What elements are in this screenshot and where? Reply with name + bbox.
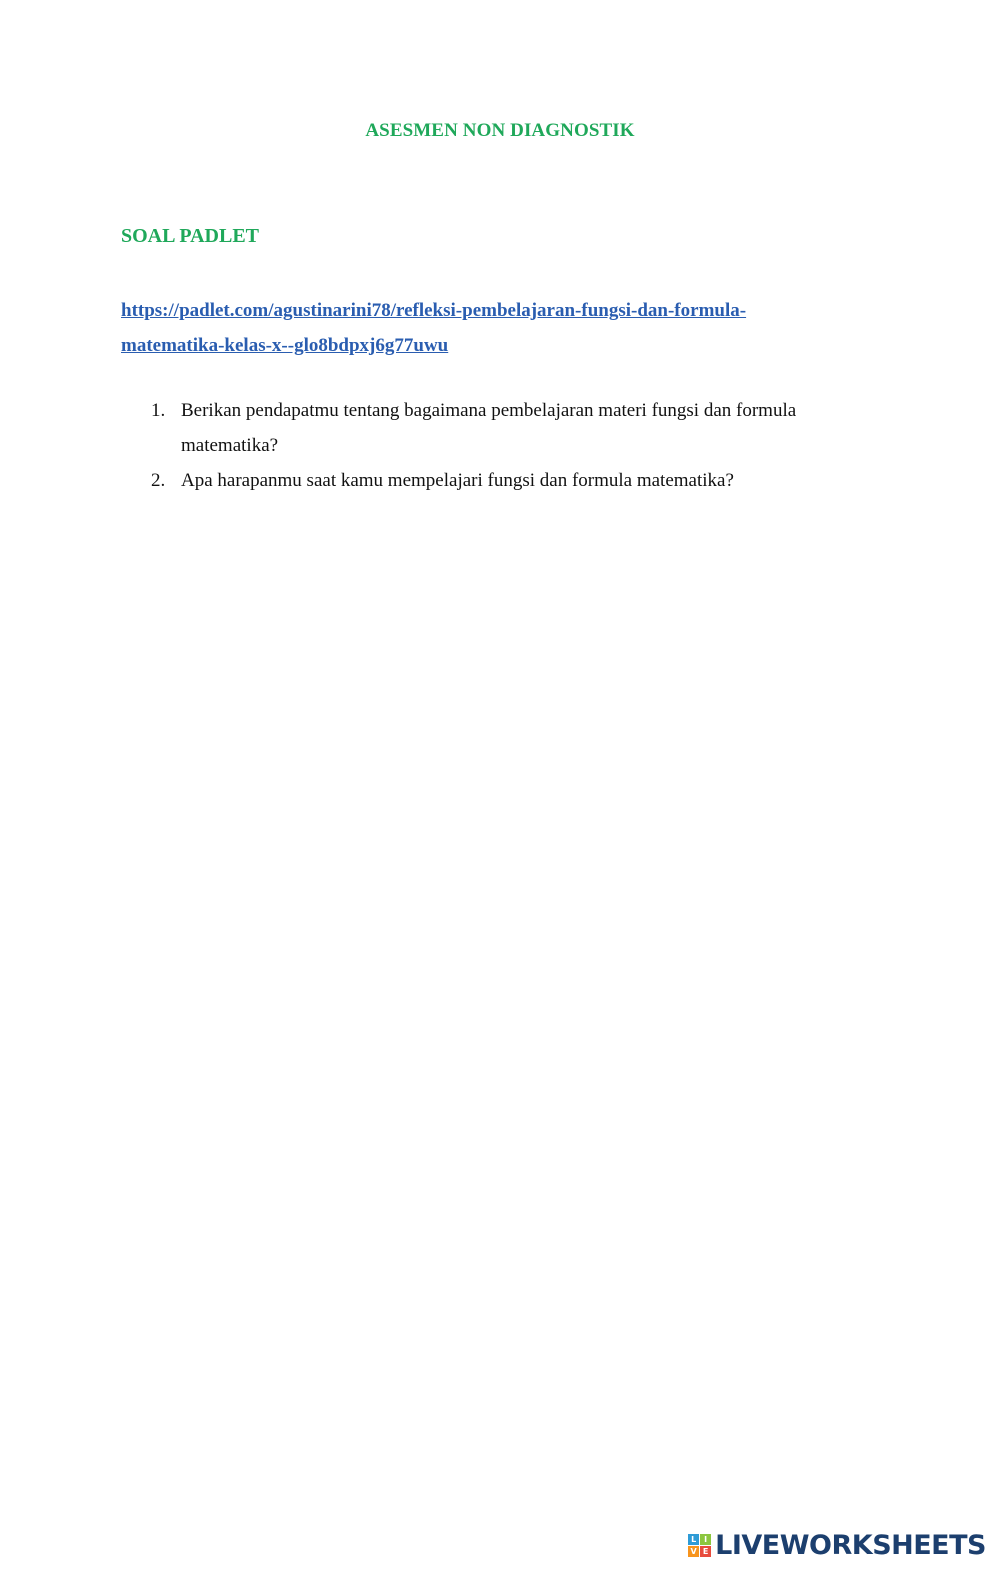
liveworksheets-logo-icon <box>688 1534 711 1557</box>
logo-letter-i: I <box>700 1534 711 1545</box>
padlet-link-line-1[interactable]: https://padlet.com/agustinarini78/refleksi-pembelajaran-fungsi-dan-formula- <box>121 300 747 321</box>
question-text: Apa harapanmu saat kamu mempelajari fungsi dan formula matematika? <box>181 470 734 491</box>
logo-letter-l: L <box>688 1534 699 1545</box>
question-item <box>121 393 861 463</box>
question-number: 2. <box>151 470 166 491</box>
page-title: ASESMEN NON DIAGNOSTIK <box>365 120 635 141</box>
padlet-link[interactable] <box>121 293 821 363</box>
logo-letter-v: V <box>688 1546 699 1557</box>
question-number: 1. <box>151 400 166 421</box>
question-item <box>121 463 861 498</box>
padlet-link-line-2[interactable]: matematika-kelas-x--glo8bdpxj6g77uwu <box>121 335 449 356</box>
question-text-continued: matematika? <box>181 435 279 456</box>
liveworksheets-logo <box>688 1530 986 1561</box>
section-heading: SOAL PADLET <box>121 225 259 247</box>
liveworksheets-logo-text: LIVEWORKSHEETS <box>715 1530 986 1561</box>
logo-letter-e: E <box>700 1546 711 1557</box>
question-list <box>121 393 861 498</box>
question-text: Berikan pendapatmu tentang bagaimana pembelajaran materi fungsi dan formula <box>181 400 797 421</box>
